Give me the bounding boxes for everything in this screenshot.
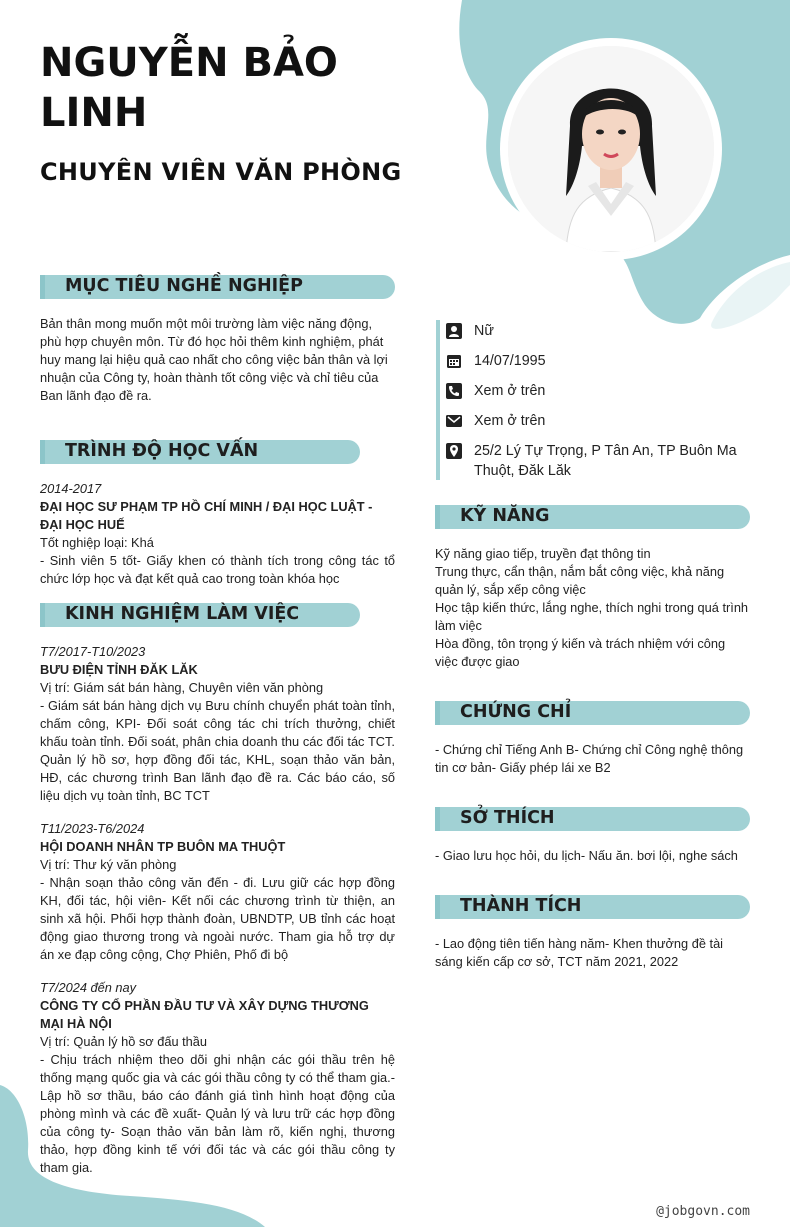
- skills-title: KỸ NĂNG: [460, 506, 550, 526]
- section-header-hobbies: [435, 807, 750, 831]
- education-period: 2014-2017: [40, 481, 102, 496]
- skill-item: Hòa đồng, tôn trọng ý kiến và trách nhiệm với công việc được giao: [435, 636, 726, 669]
- hobbies-title: SỞ THÍCH: [460, 808, 555, 828]
- section-header-achievements: [435, 895, 750, 919]
- phone-text: Xem ở trên: [474, 383, 546, 399]
- email-text: Xem ở trên: [474, 413, 546, 429]
- birthday-text: 14/07/1995: [474, 353, 546, 369]
- experience-details: - Giám sát bán hàng dịch vụ Bưu chính chuyển phát toàn tỉnh, chấm công, KPI- Đối soát công tác chi trích thưởng, chiết khấu toàn tỉnh. Đối soát, phân chia doanh thu các đối tác TCT. Quản lý hồ sơ, hợp đồng đối tác, KHL, soạn thảo văn bản, HĐ, các chương trình Ban lãnh đạo đề ra. Các báo cáo, số liệu dịch vụ toàn tỉnh, BC TCT: [40, 698, 395, 803]
- skill-item: Kỹ năng giao tiếp, truyền đạt thông tin: [435, 546, 651, 561]
- section-header-certificates: [435, 701, 750, 725]
- education-title: TRÌNH ĐỘ HỌC VẤN: [65, 441, 259, 461]
- experience-period: T7/2024 đến nay: [40, 980, 137, 995]
- section-header-education: [40, 440, 360, 464]
- experience-org: HỘI DOANH NHÂN TP BUÔN MA THUỘT: [40, 839, 286, 854]
- experience-org: BƯU ĐIỆN TỈNH ĐĂK LĂK: [40, 662, 198, 677]
- address-text: 25/2 Lý Tự Trọng, P Tân An, TP Buôn Ma Thuột, Đăk Lăk: [474, 443, 737, 479]
- experience-org: CÔNG TY CỔ PHẦN ĐẦU TƯ VÀ XÂY DỰNG THƯƠNG MẠI HÀ NỘI: [40, 998, 369, 1031]
- skill-item: Trung thực, cẩn thận, nắm bắt công việc, khả năng quản lý, sắp xếp công việc: [435, 564, 725, 597]
- experience-period: T11/2023-T6/2024: [40, 821, 145, 836]
- candidate-name: NGUYỄN BẢO LINH: [40, 40, 338, 136]
- experience-title: KINH NGHIỆM LÀM VIỆC: [65, 604, 300, 624]
- experience-position: Vị trí: Thư ký văn phòng: [40, 857, 177, 872]
- objective-text: Bản thân mong muốn một môi trường làm việc năng động, phù hợp chuyên môn. Từ đó học hỏi thêm kinh nghiệm, phát huy mang lại hiệu quả cao nhất cho công việc bản thân và lợi nhuận của Công ty, hoàn thành tốt công việc và chỉ tiêu của Ban lãnh đạo đề ra.: [40, 316, 388, 403]
- certificates-title: CHỨNG CHỈ: [460, 702, 572, 722]
- info-accent-bar: [436, 320, 440, 480]
- job-title: CHUYÊN VIÊN VĂN PHÒNG: [40, 158, 402, 186]
- skill-item: Học tập kiến thức, lắng nghe, thích nghi trong quá trình làm việc: [435, 600, 749, 633]
- experience-position: Vị trí: Giám sát bán hàng, Chuyên viên văn phòng: [40, 680, 324, 695]
- profile-photo: [508, 46, 714, 252]
- education-details: - Sinh viên 5 tốt- Giấy khen có thành tích trong công tác tổ chức lớp học và đạt kết quả cao trong toàn khóa học: [40, 553, 395, 586]
- experience-details: - Nhận soạn thảo công văn đến - đi. Lưu giữ các hợp đồng KH, đối tác, hội viên- Kết nối các chương trình từ thiện, an sinh xã hội. Phối hợp thành đoàn, UBNDTP, UB tỉnh các hoạt động giao thương trong và ngoài nước. Tham gia hỗ trợ dự án xe đạp công cộng, Chợ Phiên, Phố đi bộ: [40, 875, 395, 962]
- achievements-text: - Lao động tiên tiến hàng năm- Khen thưởng đề tài sáng kiến cấp cơ sở, TCT năm 2021, 2022: [435, 936, 724, 969]
- education-school: ĐẠI HỌC SƯ PHẠM TP HỒ CHÍ MINH / ĐẠI HỌC LUẬT - ĐẠI HỌC HUẾ: [40, 499, 373, 532]
- footer-credit: @jobgovn.com: [656, 1204, 750, 1219]
- skills-list: [435, 545, 750, 671]
- section-header-experience: [40, 603, 360, 627]
- experience-position: Vị trí: Quản lý hồ sơ đấu thầu: [40, 1034, 208, 1049]
- section-header-objective: [40, 275, 395, 299]
- experience-details: - Chịu trách nhiệm theo dõi ghi nhận các gói thầu trên hệ thống mạng quốc gia và các gói thầu công ty có thể tham gia.- Lập hồ sơ thầu, báo cáo đánh giá tình hình hoạt động của phòng mình và các đề xuất- Quản lý và lưu trữ các hợp đồng của công ty- Soạn thảo văn bản làm rõ, kiến nghị, thương thảo, hợp đồng kinh tế với đối tác và các gói thầu công ty tham gia.: [40, 1052, 395, 1175]
- calendar-icon: [446, 353, 462, 369]
- section-header-skills: [435, 505, 750, 529]
- phone-icon: [446, 383, 462, 399]
- achievements-title: THÀNH TÍCH: [460, 896, 582, 916]
- experience-period: T7/2017-T10/2023: [40, 644, 146, 659]
- location-icon: [446, 443, 462, 459]
- certificates-text: - Chứng chỉ Tiếng Anh B- Chứng chỉ Công nghệ thông tin cơ bản- Giấy phép lái xe B2: [435, 742, 744, 775]
- gender-text: Nữ: [474, 323, 494, 339]
- hobbies-text: - Giao lưu học hỏi, du lịch- Nấu ăn. bơi lội, nghe sách: [435, 848, 738, 863]
- user-icon: [446, 323, 462, 339]
- education-grade: Tốt nghiệp loại: Khá: [40, 535, 154, 550]
- mail-icon: [446, 413, 462, 429]
- objective-title: MỤC TIÊU NGHỀ NGHIỆP: [65, 276, 303, 296]
